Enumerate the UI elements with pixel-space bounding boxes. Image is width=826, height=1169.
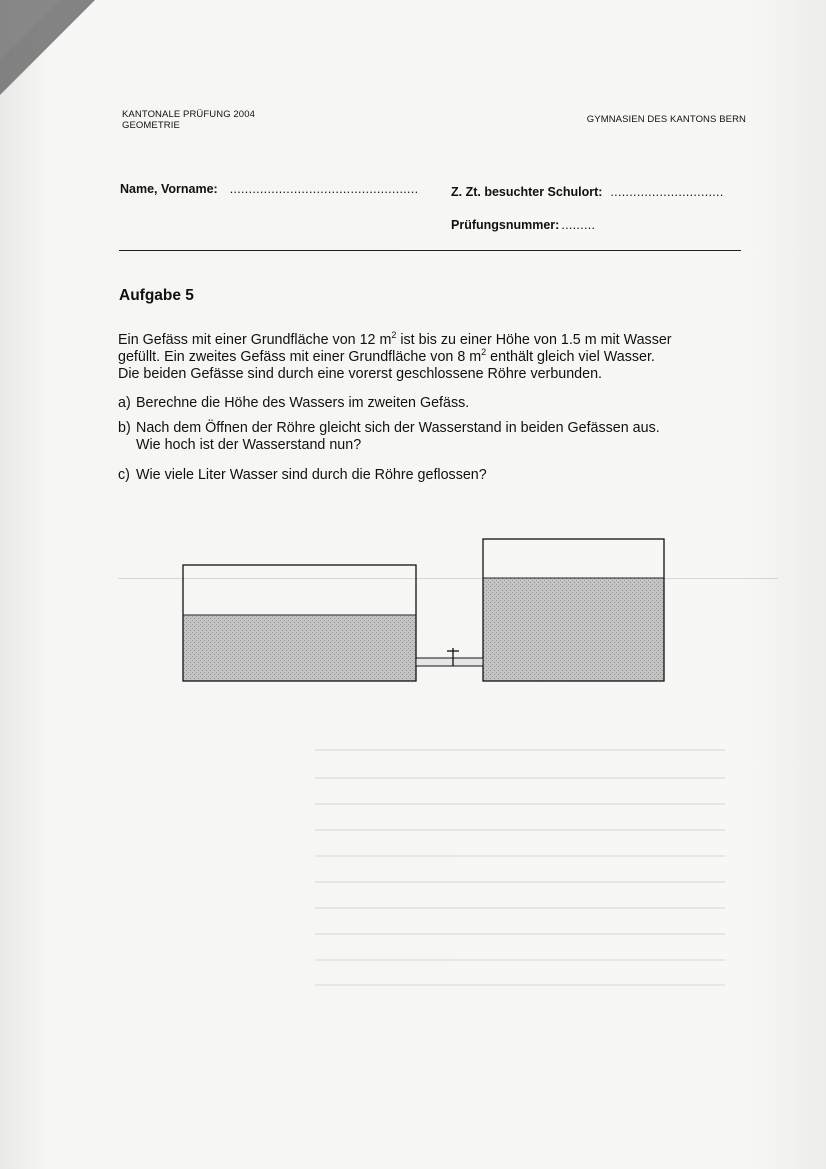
intro-line-2-end: enthält gleich viel Wasser. xyxy=(486,349,655,365)
exam-subject: GEOMETRIE xyxy=(122,120,180,131)
question-label: b) xyxy=(118,420,131,436)
intro-line-2-start: gefüllt. Ein zweites Gefäss mit einer Grundfläche von 8 m xyxy=(118,349,482,365)
school-location-dotted-line[interactable]: .............................. xyxy=(610,185,724,199)
task-description xyxy=(118,332,728,383)
question-a xyxy=(118,395,728,412)
folded-corner-shade xyxy=(0,0,60,60)
school-header: GYMNASIEN DES KANTONS BERN xyxy=(586,114,746,125)
intro-line-3: Die beiden Gefässe sind durch eine vorerst geschlossene Röhre verbunden. xyxy=(118,366,602,382)
question-text: Nach dem Öffnen der Röhre gleicht sich der Wasserstand in beiden Gefässen aus. xyxy=(136,420,660,436)
name-dotted-line[interactable]: .................................................. xyxy=(229,182,419,196)
vessel-left-water xyxy=(183,615,416,681)
exponent: 2 xyxy=(481,347,487,358)
connected-vessels-diagram xyxy=(170,530,680,690)
question-text: Wie viele Liter Wasser sind durch die Röhre geflossen? xyxy=(136,467,487,483)
exam-header xyxy=(122,109,255,131)
intro-line-1-start: Ein Gefäss mit einer Grundfläche von 12 m xyxy=(118,332,392,348)
exam-number-dotted-line[interactable]: ......... xyxy=(561,218,596,232)
exam-name: KANTONALE PRÜFUNG 2004 xyxy=(122,109,255,120)
header-divider xyxy=(119,250,741,251)
exam-number-label: Prüfungsnummer: xyxy=(451,218,560,232)
school-location-label: Z. Zt. besuchter Schulort: xyxy=(451,185,603,199)
question-label: a) xyxy=(118,395,131,411)
question-text: Berechne die Höhe des Wassers im zweiten Gefäss. xyxy=(136,395,470,411)
exam-number-field[interactable] xyxy=(451,218,595,232)
question-label: c) xyxy=(118,467,130,483)
intro-line-1 xyxy=(118,332,728,349)
connecting-pipe xyxy=(416,658,483,666)
question-c xyxy=(118,467,728,484)
question-text-continued: Wie hoch ist der Wasserstand nun? xyxy=(136,437,362,453)
show-through-lines xyxy=(300,740,730,990)
name-label: Name, Vorname: xyxy=(120,182,218,196)
exponent: 2 xyxy=(391,330,397,341)
vessel-right-water xyxy=(483,578,664,681)
intro-line-2 xyxy=(118,349,728,366)
name-field[interactable] xyxy=(120,182,418,196)
school-location-field[interactable] xyxy=(451,185,724,199)
task-title: Aufgabe 5 xyxy=(119,287,194,304)
intro-line-1-end: ist bis zu einer Höhe von 1.5 m mit Wasser xyxy=(396,332,672,348)
question-b xyxy=(118,420,728,454)
